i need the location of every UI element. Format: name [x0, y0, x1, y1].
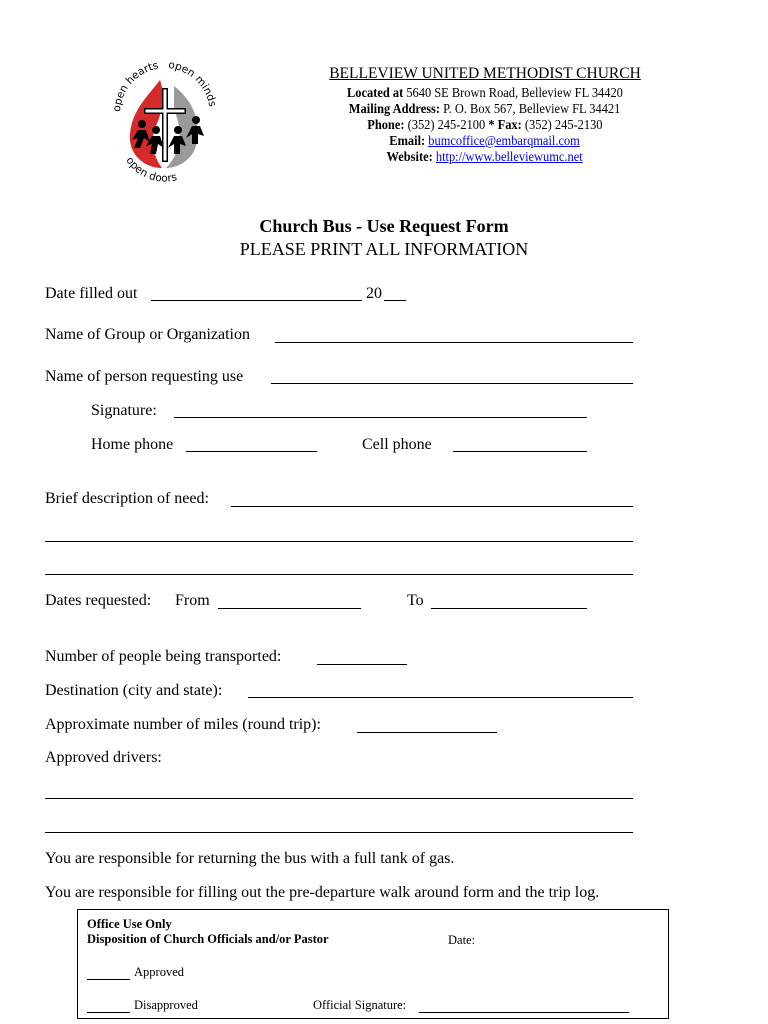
year-prefix: 20: [366, 285, 382, 302]
form-title: Church Bus - Use Request Form: [259, 216, 509, 236]
to-field[interactable]: [431, 608, 587, 609]
date-filled-label: Date filled out: [45, 285, 138, 302]
website-line: Website: http://www.belleviewumc.net: [386, 149, 584, 164]
group-field[interactable]: [275, 342, 633, 343]
signature-label: Signature:: [91, 402, 157, 419]
logo-text-open-doors: open doors: [123, 154, 179, 185]
to-label: To: [407, 592, 424, 609]
website-link[interactable]: http://www.belleviewumc.net: [436, 149, 584, 164]
group-label: Name of Group or Organization: [45, 326, 250, 343]
office-date-label: Date:: [448, 933, 476, 947]
description-field-3[interactable]: [45, 574, 633, 575]
person-label: Name of person requesting use: [45, 368, 244, 385]
description-field-2[interactable]: [45, 541, 633, 542]
disapproved-field[interactable]: [87, 1012, 130, 1013]
signature-field[interactable]: [174, 417, 587, 418]
drivers-field-1[interactable]: [45, 798, 633, 799]
description-field-1[interactable]: [231, 506, 633, 507]
dates-label: Dates requested:: [45, 592, 152, 609]
phone-line: Phone: (352) 245-2100 * Fax: (352) 245-2130: [367, 117, 603, 132]
from-label: From: [175, 592, 210, 609]
office-use-box: [77, 909, 669, 1019]
form-subtitle: PLEASE PRINT ALL INFORMATION: [239, 239, 529, 259]
official-signature-label: Official Signature:: [313, 998, 407, 1012]
year-field[interactable]: [384, 300, 406, 301]
church-name: BELLEVIEW UNITED METHODIST CHURCH: [329, 65, 641, 82]
home-phone-field[interactable]: [186, 451, 317, 452]
mailing-line: Mailing Address: P. O. Box 567, Belleview FL 34421: [349, 101, 621, 116]
date-filled-field[interactable]: [151, 300, 362, 301]
office-disposition: Disposition of Church Officials and/or Pastor: [87, 932, 329, 946]
located-line: Located at 5640 SE Brown Road, Belleview FL 34420: [347, 85, 623, 100]
email-line: Email: bumcoffice@embarqmail.com: [389, 133, 581, 148]
logo-text-open-hearts: open hearts: [110, 59, 160, 113]
person-field[interactable]: [271, 383, 633, 384]
approved-field[interactable]: [87, 979, 130, 980]
official-signature-field[interactable]: [419, 1012, 629, 1013]
email-link[interactable]: bumcoffice@embarqmail.com: [428, 133, 581, 148]
cell-phone-label: Cell phone: [362, 436, 432, 453]
drivers-label: Approved drivers:: [45, 749, 162, 766]
destination-field[interactable]: [248, 697, 633, 698]
logo-text-open-minds: open minds: [167, 58, 219, 108]
from-field[interactable]: [218, 608, 361, 609]
miles-label: Approximate number of miles (round trip):: [45, 716, 321, 733]
note-gas: You are responsible for returning the bus with a full tank of gas.: [45, 850, 455, 867]
people-label: Number of people being transported:: [45, 648, 282, 665]
cell-phone-field[interactable]: [453, 451, 587, 452]
note-walkaround: You are responsible for filling out the pre-departure walk around form and the trip log.: [45, 884, 600, 901]
people-field[interactable]: [317, 664, 407, 665]
miles-field[interactable]: [357, 732, 497, 733]
disapproved-label: Disapproved: [134, 998, 198, 1012]
drivers-field-2[interactable]: [45, 832, 633, 833]
approved-label: Approved: [134, 965, 184, 979]
office-heading: Office Use Only: [87, 917, 172, 931]
description-label: Brief description of need:: [45, 490, 209, 507]
destination-label: Destination (city and state):: [45, 682, 223, 699]
church-logo: [104, 50, 226, 190]
home-phone-label: Home phone: [91, 436, 174, 453]
